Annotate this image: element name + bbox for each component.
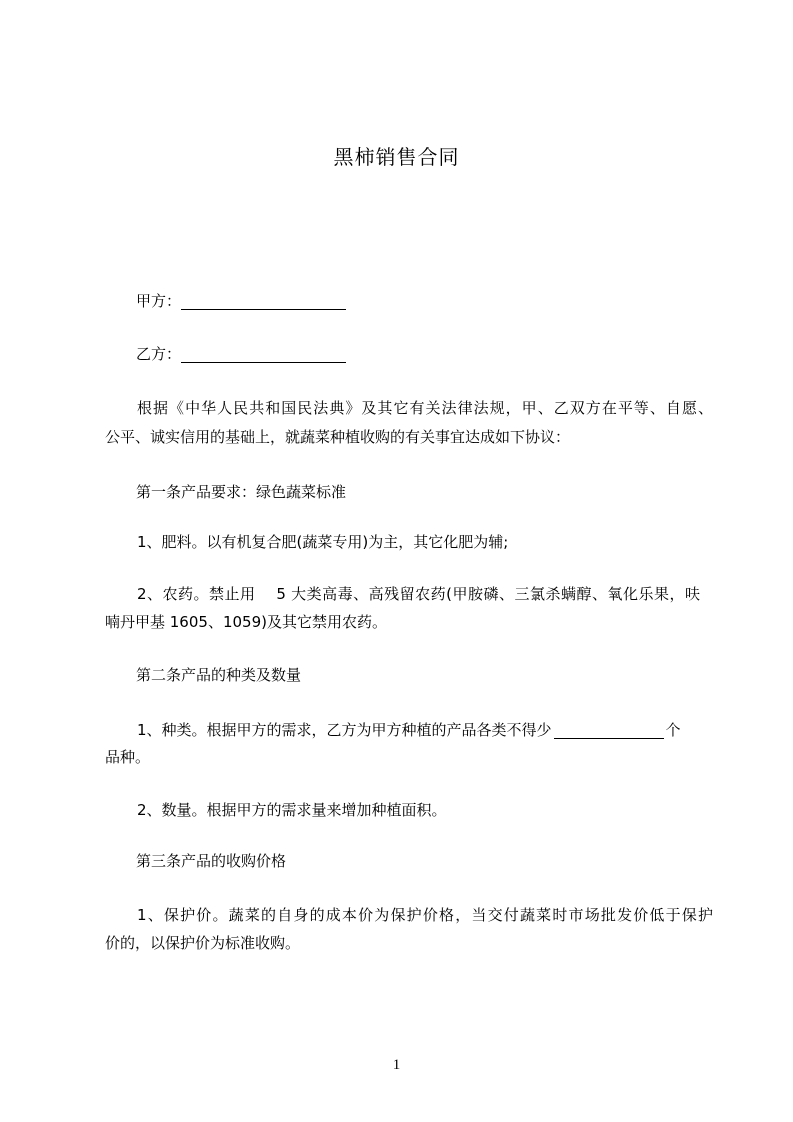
- page-number: 1: [392, 1057, 401, 1073]
- article2-item1-suffix: 个: [665, 721, 681, 739]
- article3-heading: 第三条产品的收购价格: [136, 852, 287, 870]
- article1-item2-line1: 2、农药。禁止用 5 大类高毒、高残留农药(甲胺磷、三氯杀螨醇、氧化乐果，呋: [137, 585, 700, 603]
- article3-item1-line2: 价的，以保护价为标准收购。: [105, 934, 301, 952]
- variety-count-blank[interactable]: [554, 720, 664, 739]
- article2-heading: 第二条产品的种类及数量: [136, 666, 302, 684]
- party-b-label: 乙方：: [136, 345, 182, 363]
- article1-item1: 1、肥料。以有机复合肥(蔬菜专用)为主，其它化肥为辅;: [137, 533, 509, 551]
- party-a-label: 甲方：: [136, 292, 182, 310]
- party-a-line: [136, 286, 744, 316]
- party-a-blank[interactable]: [181, 291, 346, 310]
- article1-item2-line2: 喃丹甲基 1605、1059)及其它禁用农药。: [105, 613, 387, 631]
- article2-item1-prefix: 1、种类。根据甲方的需求，乙方为甲方种植的产品各类不得少: [137, 721, 552, 739]
- party-b-line: [136, 339, 744, 369]
- document-title: 黑柿销售合同: [333, 145, 460, 169]
- intro-line-1: 根据《中华人民共和国民法典》及其它有关法律法规，甲、乙双方在平等、自愿、: [137, 399, 713, 417]
- article2-item1-line1: [137, 715, 745, 745]
- intro-line-2: 公平、诚实信用的基础上，就蔬菜种植收购的有关事宜达成如下协议：: [105, 428, 571, 446]
- article2-item1-line2: 品种。: [105, 748, 151, 766]
- party-b-blank[interactable]: [181, 344, 346, 363]
- article1-heading: 第一条产品要求：绿色蔬菜标准: [136, 483, 347, 501]
- article2-item2: 2、数量。根据甲方的需求量来增加种植面积。: [137, 801, 447, 819]
- article3-item1-line1: 1、保护价。蔬菜的自身的成本价为保护价格，当交付蔬菜时市场批发价低于保护: [137, 906, 713, 924]
